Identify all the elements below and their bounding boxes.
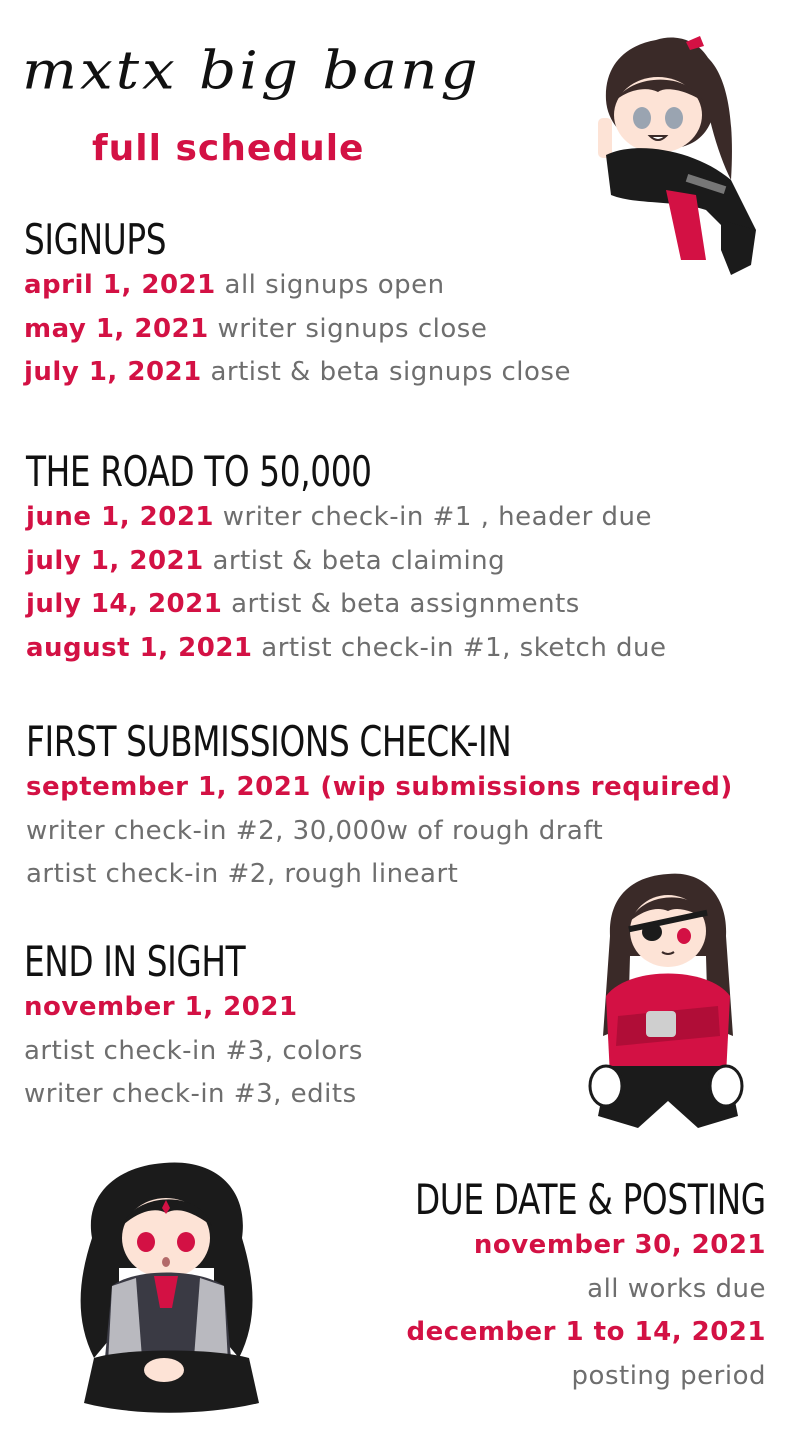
row-date: june 1, 2021 [26,502,214,532]
section-line: posting period [571,1360,766,1391]
section-due-date-posting [316,1176,766,1398]
row-date: may 1, 2021 [24,313,209,344]
subtitle: full schedule [92,128,365,169]
section-date: december 1 to 14, 2021 [406,1317,766,1347]
row-desc: artist & beta signups close [210,357,571,387]
row-desc: artist check-in #1, sketch due [261,632,667,663]
row-date: april 1, 2021 [24,270,216,300]
schedule-row [26,496,667,540]
row-desc: writer signups close [217,313,488,344]
schedule-row [26,540,667,584]
schedule-row [24,264,571,308]
schedule-row [26,583,667,627]
title: mxtx big bang [22,40,481,102]
row-desc: artist & beta assignments [231,589,580,619]
section-heading: END IN SIGHT [24,937,246,986]
chibi-character-long-hair [64,1158,274,1418]
section-date: november 1, 2021 [24,992,298,1022]
section-heading: DUE DATE & POSTING [415,1175,766,1224]
row-date: august 1, 2021 [26,632,253,663]
section-end-in-sight [24,938,363,1117]
section-line: writer check-in #3, edits [24,1079,357,1109]
schedule-row [26,627,667,671]
section-line: writer check-in #2, 30,000w of rough draft [26,815,604,846]
section-line: artist check-in #3, colors [24,1035,363,1066]
section-date: november 30, 2021 [473,1230,766,1260]
row-date: july 1, 2021 [24,357,202,387]
section-date: september 1, 2021 (wip submissions required) [26,772,733,802]
section-road-to-50000 [26,448,667,670]
schedule-row [24,351,571,395]
chibi-character-eyepatch [588,866,748,1136]
row-desc: writer check-in #1 , header due [222,502,653,532]
row-date: july 1, 2021 [26,545,204,576]
chibi-character-ponytail [546,30,766,280]
section-signups [24,216,571,395]
section-heading: FIRST SUBMISSIONS CHECK-IN [26,717,512,766]
row-desc: all signups open [224,270,445,300]
row-desc: artist & beta claiming [212,545,506,576]
section-heading: SIGNUPS [24,215,167,264]
schedule-row [24,308,571,352]
section-line: all works due [587,1273,766,1304]
row-date: july 14, 2021 [26,589,223,619]
section-heading: THE ROAD TO 50,000 [26,447,372,496]
section-line: artist check-in #2, rough lineart [26,859,459,889]
